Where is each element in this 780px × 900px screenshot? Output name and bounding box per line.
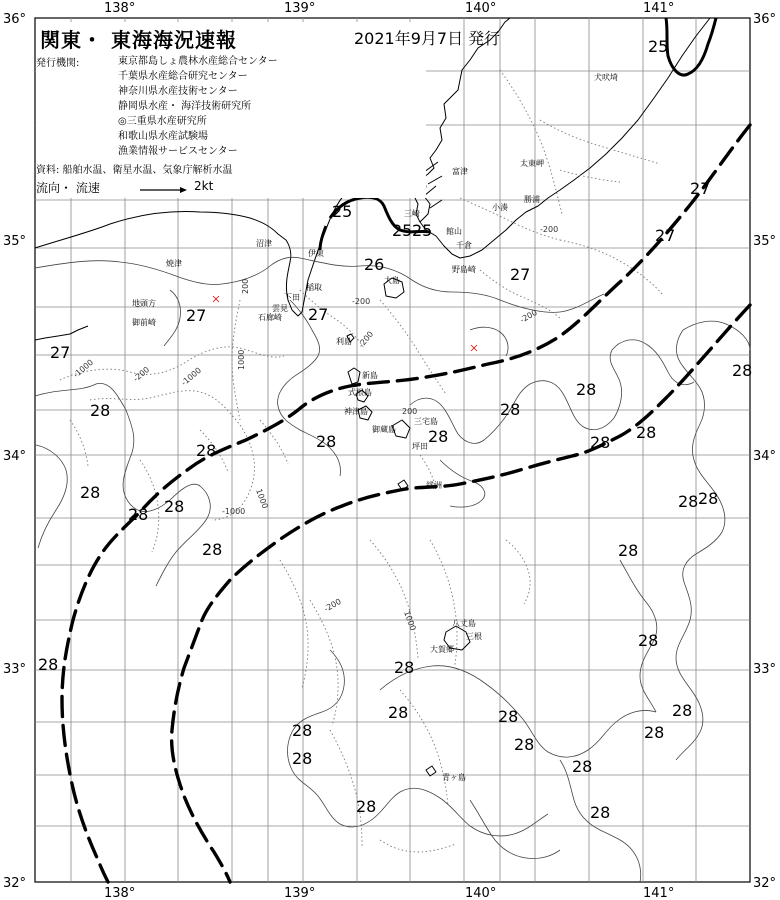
- publisher-item: 神奈川県水産技術センター: [118, 86, 238, 97]
- place-label: 下田: [284, 293, 300, 302]
- place-label: 焼津: [166, 259, 182, 268]
- temp-label: 28: [394, 658, 415, 677]
- depth-label: 1000: [237, 349, 246, 370]
- publisher-item: ◎三重県水産研究所: [118, 116, 207, 127]
- temp-label: 28: [428, 427, 449, 446]
- lon-top-141: 141°: [643, 1, 675, 16]
- issue-date: 2021年9月7日 発行: [354, 29, 501, 48]
- temp-label: 27: [308, 305, 329, 324]
- temp-label: 27: [655, 226, 676, 245]
- depth-label: 200: [241, 278, 250, 294]
- arrow-right-icon: [140, 186, 188, 194]
- depth-label: 1000: [402, 609, 418, 632]
- temp-label: 28: [356, 797, 377, 816]
- temp-label: 28: [672, 701, 693, 720]
- depth-label: -200: [518, 307, 539, 325]
- flow-scale-value: 2kt: [194, 179, 214, 193]
- depth-label: -1000: [179, 365, 204, 388]
- lon-top-140: 140°: [465, 1, 497, 16]
- temp-label: 27: [50, 343, 71, 362]
- place-label: 石廊崎: [258, 313, 282, 322]
- temp-label: 28: [38, 655, 59, 674]
- publisher-item: 東京都島しょ農林水産総合センター: [118, 56, 278, 67]
- temp-label: 28: [590, 433, 611, 452]
- place-label: 小湊: [492, 203, 508, 212]
- place-label: 御蔵島: [372, 425, 396, 434]
- place-label: 富津: [452, 167, 468, 176]
- place-label: 太東岬: [520, 159, 544, 168]
- lat-right-34: 34°: [753, 449, 777, 464]
- lon-bottom-141: 141°: [643, 886, 675, 900]
- place-label: 野島崎: [452, 265, 476, 274]
- islands: [347, 278, 470, 776]
- place-label: 坪田: [412, 442, 428, 451]
- place-label: 千倉: [456, 241, 472, 250]
- lon-bottom-140: 140°: [465, 886, 497, 900]
- place-label: 三宅島: [414, 417, 438, 426]
- place-label: 伊東: [308, 249, 324, 258]
- temp-label: 28: [576, 380, 597, 399]
- lat-right-35: 35°: [753, 234, 777, 249]
- temp-label: 28: [618, 541, 639, 560]
- temp-label: 28: [292, 721, 313, 740]
- depth-label: -200: [131, 364, 152, 384]
- temp-label: 28: [90, 401, 111, 420]
- depth-label: -200: [540, 225, 559, 234]
- temp-label: 25: [648, 37, 669, 56]
- temp-label: 28: [292, 749, 313, 768]
- place-label: 沼津: [256, 239, 272, 248]
- temp-label: 28: [638, 631, 659, 650]
- depth-label: -200: [356, 329, 376, 350]
- depth-label: -1000: [71, 357, 96, 380]
- temp-label: 28: [678, 492, 699, 511]
- lat-left-36: 36°: [3, 12, 27, 27]
- lat-left-32: 32°: [3, 876, 27, 891]
- lon-top-139: 139°: [284, 1, 316, 16]
- place-label: 大賀郷: [430, 645, 454, 654]
- island-aogashima: [426, 766, 436, 776]
- lon-bottom-138: 138°: [104, 886, 136, 900]
- place-label: 大島: [384, 276, 400, 285]
- place-label: 神津島: [344, 407, 368, 416]
- temp-label: 28: [498, 707, 519, 726]
- depth-labels: [72, 178, 559, 632]
- temp-label: 25: [412, 221, 433, 240]
- lat-left-33: 33°: [3, 662, 27, 677]
- publisher-item: 静岡県水産・ 海洋技術研究所: [118, 101, 252, 112]
- lat-left-34: 34°: [3, 449, 27, 464]
- place-label: 三崎: [404, 209, 420, 218]
- place-label: 館山: [446, 227, 462, 236]
- depth-label: 1000: [254, 487, 270, 510]
- publisher-label: 発行機関:: [36, 58, 80, 69]
- temp-label: 28: [500, 400, 521, 419]
- temp-label: 27: [510, 265, 531, 284]
- place-label: 勝浦: [524, 195, 540, 204]
- temp-label: 27: [690, 179, 711, 198]
- depth-label: -200: [352, 297, 371, 306]
- lon-top-138: 138°: [104, 1, 136, 16]
- place-label: 銭洲: [426, 481, 442, 490]
- temp-label: 28: [196, 441, 217, 460]
- publisher-list: [118, 54, 278, 159]
- place-label: 稲取: [306, 283, 322, 292]
- temp-label: 28: [514, 735, 535, 754]
- place-label: 八丈島: [452, 619, 476, 628]
- temp-label: 28: [202, 540, 223, 559]
- place-label: 利島: [336, 337, 352, 346]
- depth-label: -200: [322, 596, 343, 614]
- temp-label: 28: [388, 703, 409, 722]
- temp-label: 27: [186, 306, 207, 325]
- place-label: 御前崎: [132, 318, 156, 327]
- place-label: 犬吠埼: [594, 73, 618, 82]
- publisher-item: 和歌山県水産試験場: [118, 131, 208, 142]
- lat-right-36: 36°: [753, 12, 777, 27]
- temp-label: 28: [316, 432, 337, 451]
- data-sources: 資料: 船舶水温、衛星水温、気象庁解析水温: [36, 165, 233, 176]
- depth-label: 200: [402, 407, 418, 416]
- publisher-item: 千葉県水産総合研究センター: [118, 71, 248, 82]
- temp-label: 28: [128, 505, 149, 524]
- place-label: 地頭方: [132, 299, 156, 308]
- lat-left-35: 35°: [3, 234, 27, 249]
- temp-label: 28: [732, 361, 753, 380]
- temp-label: 25: [392, 221, 413, 240]
- temp-label: 28: [572, 757, 593, 776]
- temp-label: 28: [80, 483, 101, 502]
- publisher-item: 漁業情報サービスセンター: [118, 146, 238, 157]
- place-label: 三根: [466, 632, 482, 641]
- place-label: 式根島: [348, 388, 372, 397]
- flow-legend-label: 流向・ 流速: [36, 181, 100, 195]
- temp-label: 28: [644, 723, 665, 742]
- temp-label: 28: [590, 803, 611, 822]
- place-label: 青ヶ島: [442, 773, 466, 782]
- place-label: 雲見: [272, 304, 288, 313]
- temp-label: 26: [364, 255, 385, 274]
- lat-right-32: 32°: [753, 876, 777, 891]
- map-title: 関東・ 東海海況速報: [40, 28, 237, 52]
- temp-label: 25: [332, 202, 353, 221]
- island-niijima: [348, 368, 360, 384]
- lat-right-33: 33°: [753, 662, 777, 677]
- lon-bottom-139: 139°: [284, 886, 316, 900]
- temp-label: 28: [636, 423, 657, 442]
- depth-label: -1000: [222, 507, 246, 516]
- temp-label: 28: [164, 497, 185, 516]
- temp-label: 28: [698, 489, 719, 508]
- place-label: 新島: [362, 371, 378, 380]
